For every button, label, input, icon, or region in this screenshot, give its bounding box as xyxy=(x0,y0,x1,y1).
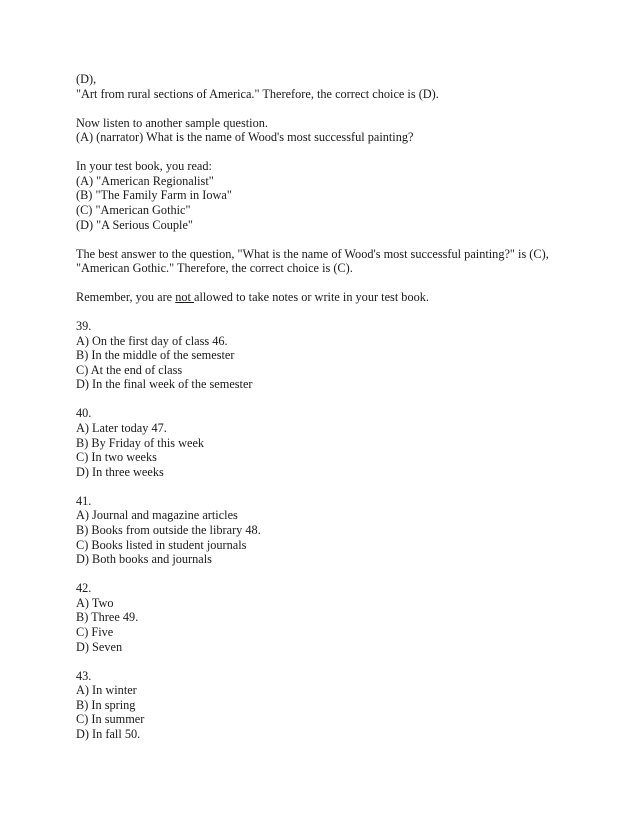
testbook-intro: In your test book, you read: xyxy=(76,159,212,174)
question-option: D) Both books and journals xyxy=(76,552,212,567)
sample-line-2: (A) (narrator) What is the name of Wood's most successful painting? xyxy=(76,130,414,145)
question-39 xyxy=(76,319,576,392)
remember-after: allowed to take notes or write in your test book. xyxy=(194,290,429,305)
question-option: D) In the final week of the semester xyxy=(76,377,253,392)
question-number: 40. xyxy=(76,406,92,421)
question-option: B) By Friday of this week xyxy=(76,435,205,450)
testbook-option-d: (D) "A Serious Couple" xyxy=(76,217,193,232)
question-40 xyxy=(76,406,576,479)
question-option: C) At the end of class xyxy=(76,362,183,377)
question-option: C) In summer xyxy=(76,712,145,727)
question-option: A) Later today 47. xyxy=(76,421,167,436)
testbook-option-a: (A) "American Regionalist" xyxy=(76,173,214,188)
question-option: A) Journal and magazine articles xyxy=(76,508,238,523)
question-option: C) In two weeks xyxy=(76,450,157,465)
question-option: A) On the first day of class 46. xyxy=(76,333,228,348)
question-option: B) In the middle of the semester xyxy=(76,348,235,363)
question-option: B) In spring xyxy=(76,697,136,712)
question-43 xyxy=(76,669,576,742)
remember-before: Remember, you are xyxy=(76,290,176,305)
best-answer-line-1: The best answer to the question, "What is the name of Wood's most successful painting?" is (C), xyxy=(76,246,549,261)
remember-underlined: not xyxy=(175,290,195,305)
sample-line-1: Now listen to another sample question. xyxy=(76,115,268,130)
question-option: B) Books from outside the library 48. xyxy=(76,522,261,537)
question-option: B) Three 49. xyxy=(76,610,139,625)
question-41 xyxy=(76,494,576,567)
question-number: 43. xyxy=(76,668,92,683)
question-option: A) Two xyxy=(76,595,114,610)
intro-line-2: "Art from rural sections of America." Therefore, the correct choice is (D). xyxy=(76,86,439,101)
question-42 xyxy=(76,581,576,654)
question-option: A) In winter xyxy=(76,683,137,698)
question-option: C) Five xyxy=(76,624,114,639)
testbook-option-b: (B) "The Family Farm in Iowa" xyxy=(76,188,232,203)
question-number: 41. xyxy=(76,493,92,508)
question-option: D) In three weeks xyxy=(76,464,164,479)
testbook-option-c: (C) "American Gothic" xyxy=(76,202,191,217)
question-option: D) In fall 50. xyxy=(76,726,141,741)
question-option: C) Books listed in student journals xyxy=(76,537,247,552)
question-option: D) Seven xyxy=(76,639,123,654)
best-answer-line-2: "American Gothic." Therefore, the correct choice is (C). xyxy=(76,261,353,276)
question-number: 42. xyxy=(76,581,92,596)
remember-line xyxy=(76,290,576,305)
document-content xyxy=(76,72,576,741)
question-number: 39. xyxy=(76,319,92,334)
intro-line-1: (D), xyxy=(76,72,97,86)
